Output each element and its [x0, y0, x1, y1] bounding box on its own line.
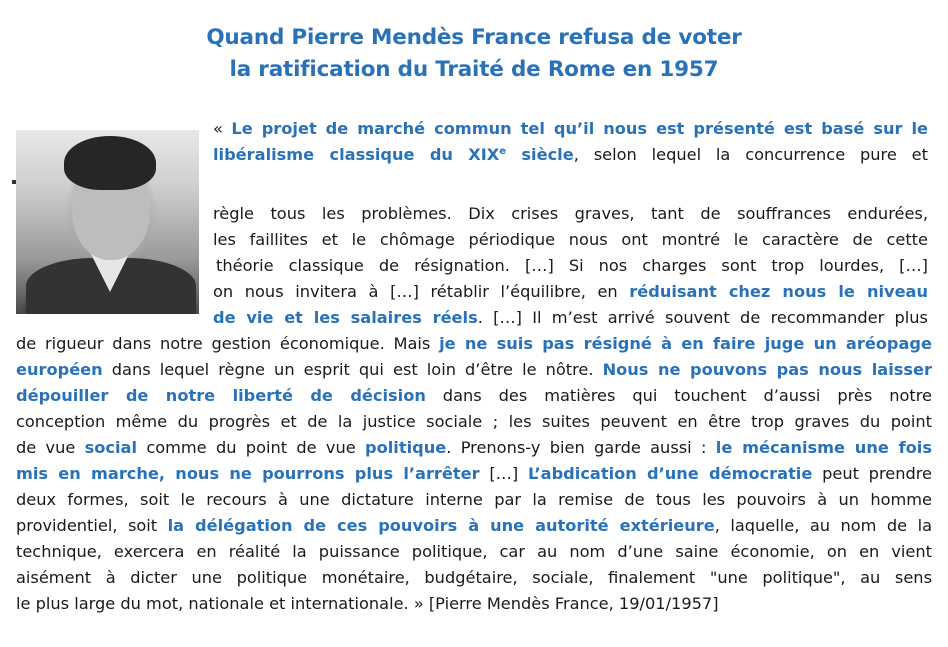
stray-mark	[12, 180, 16, 184]
quote-highlight: dépouiller de notre liberté de décision	[16, 386, 426, 405]
quote-line-16: technique, exercera en réalité la puissance politique, car au nom d’une saine économie, on en vient	[16, 542, 932, 561]
quote-highlight: L’abdication d’une démocratie	[527, 464, 813, 483]
quote-highlight: je ne suis pas résigné à en faire juge un aréopage	[439, 334, 932, 353]
quote-highlight: de vie et les salaires réels	[213, 308, 478, 327]
quote-text: «	[213, 119, 232, 138]
quote-text: . Prenons-y bien garde aussi :	[446, 438, 716, 457]
quote-text: . […] Il m’est arrivé souvent de recommander plus	[477, 308, 928, 327]
quote-text: de rigueur dans notre gestion économique. Mais	[16, 334, 440, 353]
quote-line-11: conception même du progrès et de la justice sociale ; les suites peuvent en être trop graves du point	[16, 412, 932, 431]
quote-highlight: Le projet de marché commun tel qu’il nous est présenté est basé sur le	[231, 119, 928, 138]
quote-line-6	[213, 280, 928, 303]
quote-line-2	[213, 143, 928, 166]
quote-line-12	[16, 436, 932, 459]
page-title	[0, 22, 948, 86]
quote-line-13	[16, 462, 932, 485]
quote-line-18: le plus large du mot, nationale et internationale. » [Pierre Mendès France, 19/01/1957]	[16, 594, 719, 613]
quote-highlight	[213, 145, 574, 164]
photo-hair	[64, 136, 156, 190]
quote-highlight: mis en marche, nous ne pourrons plus l’arrêter	[16, 464, 480, 483]
quote-line-1	[213, 117, 928, 140]
quote-highlight: la délégation de ces pouvoirs à une autorité extérieure	[167, 516, 715, 535]
quote-text: dans lequel règne un esprit qui est loin d’être le nôtre.	[102, 360, 603, 379]
quote-text: providentiel, soit	[16, 516, 168, 535]
quote-line-9	[16, 358, 932, 381]
quote-line-15	[16, 514, 932, 537]
quote-line-7	[213, 306, 928, 329]
quote-highlight-part: siècle	[506, 145, 574, 164]
quote-line-5: théorie classique de résignation. […] Si nos charges sont trop lourdes, […]	[216, 256, 928, 275]
quote-text: […]	[479, 464, 528, 483]
quote-line-17: aisément à dicter une politique monétaire, budgétaire, sociale, finalement "une politique", au sens	[16, 568, 932, 587]
quote-highlight: le mécanisme une fois	[715, 438, 932, 457]
quote-highlight: social	[84, 438, 138, 457]
quote-line-3: règle tous les problèmes. Dix crises graves, tant de souffrances endurées,	[213, 204, 928, 223]
quote-line-14: deux formes, soit le recours à une dictature interne par la remise de tous les pouvoirs à un homme	[16, 490, 932, 509]
portrait-photo	[16, 130, 199, 314]
quote-text: on nous invitera à […] rétablir l’équilibre, en	[213, 282, 630, 301]
quote-highlight: Nous ne pouvons pas nous laisser	[602, 360, 932, 379]
quote-line-10	[16, 384, 932, 407]
quote-highlight: politique	[365, 438, 447, 457]
quote-text: , laquelle, au nom de la	[714, 516, 932, 535]
quote-highlight: européen	[16, 360, 103, 379]
superscript: e	[499, 146, 507, 157]
quote-text: dans des matières qui touchent d’aussi près notre	[425, 386, 932, 405]
title-line-2: la ratification du Traité de Rome en 1957	[229, 57, 719, 82]
quote-text: , selon lequel la concurrence pure et	[573, 145, 928, 164]
quote-highlight-part: libéralisme classique du XIX	[213, 145, 500, 164]
quote-text: comme du point de vue	[137, 438, 366, 457]
quote-text: peut prendre	[812, 464, 933, 483]
quote-highlight: réduisant chez nous le niveau	[629, 282, 928, 301]
quote-line-8	[16, 332, 932, 355]
quote-line-4: les faillites et le chômage périodique nous ont montré le caractère de cette	[213, 230, 928, 249]
title-line-1: Quand Pierre Mendès France refusa de voter	[206, 25, 742, 50]
quote-text: de vue	[16, 438, 85, 457]
